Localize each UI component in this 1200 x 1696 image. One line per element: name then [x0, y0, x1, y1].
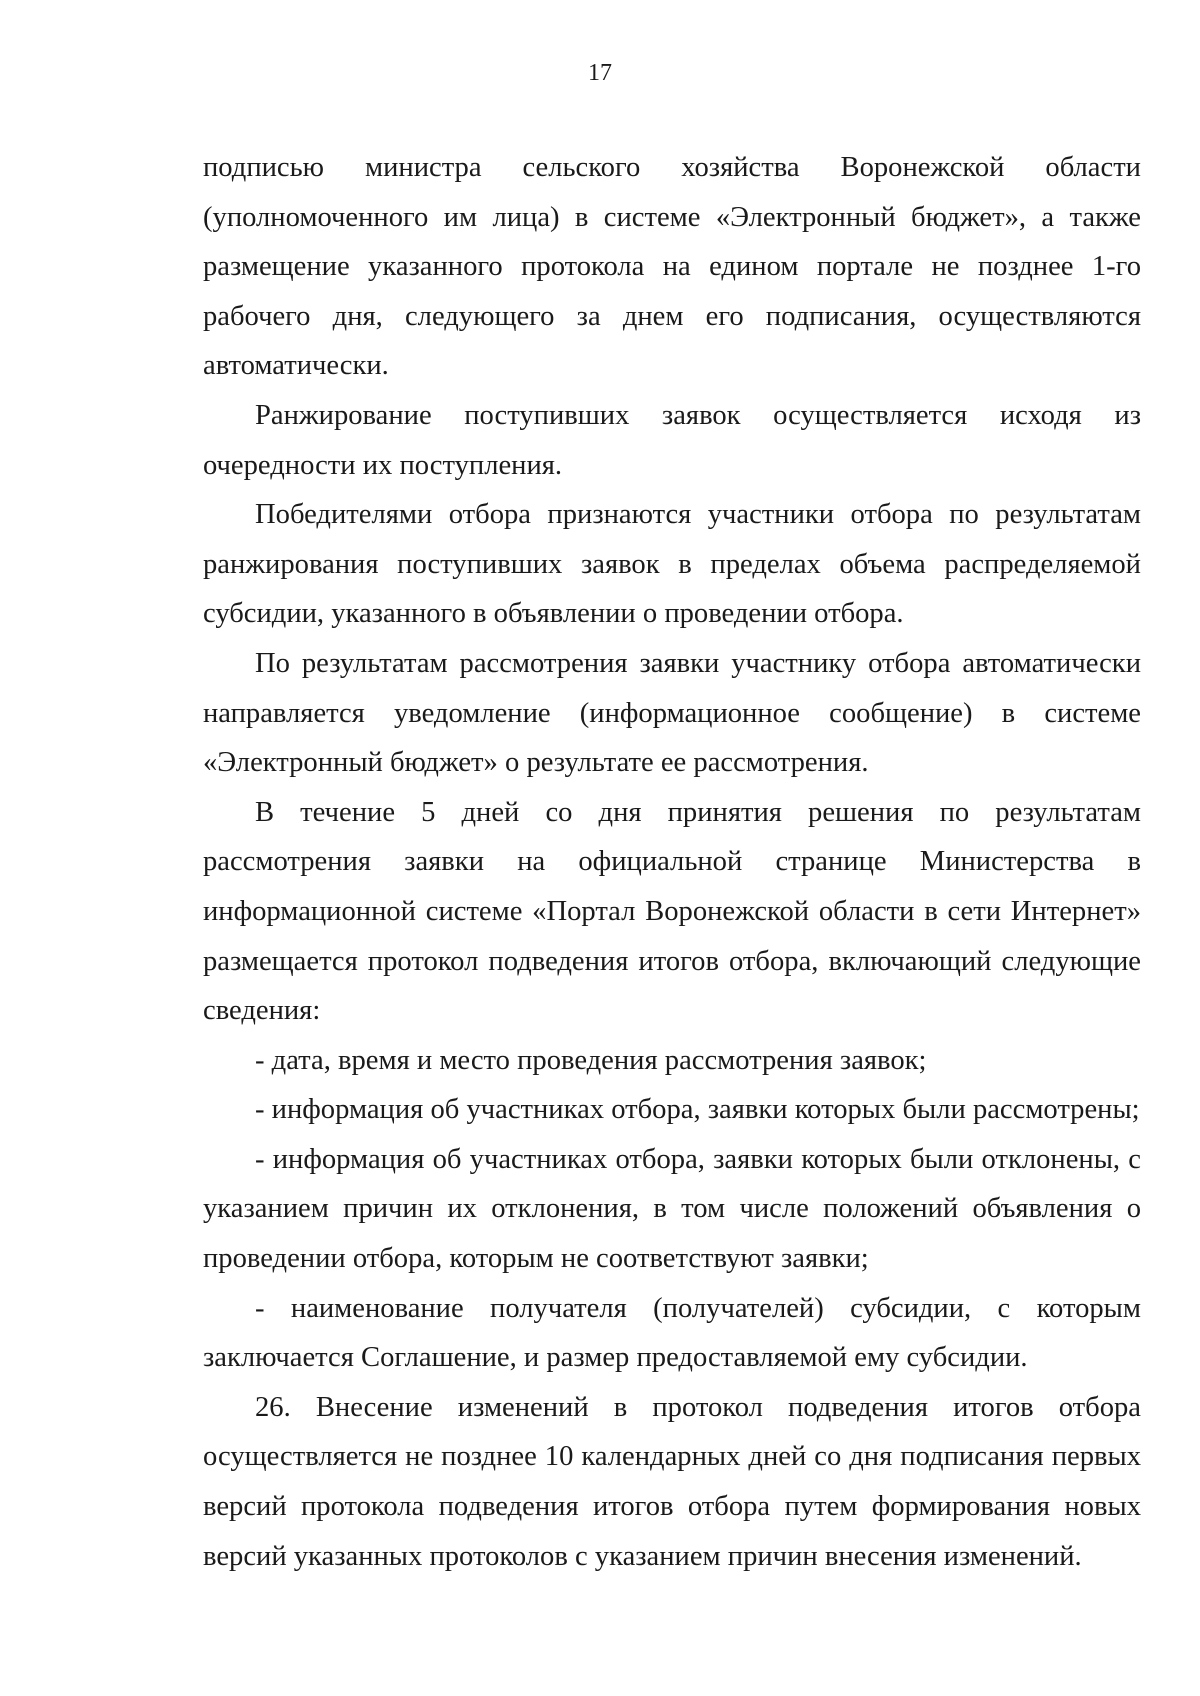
paragraph-notification: По результатам рассмотрения заявки участнику отбора автоматически направляется уведомление (информационное сообщение) в системе «Электронный бюджет» о результате ее рассмотрения. — [203, 647, 1141, 779]
paragraph-26-protocol-changes: 26. Внесение изменений в протокол подведения итогов отбора осуществляется не позднее 10 календарных дней со дня подписания первых версий протокола подведения итогов отбора путем формирования новых версий указанных протоколов с указанием причин внесения изменений. — [203, 1391, 1141, 1572]
list-item-rejected-participants: - информация об участниках отбора, заявки которых были отклонены, с указанием причин их отклонения, в том числе положений объявления о проведении отбора, которым не соответствуют заявки; — [203, 1143, 1141, 1275]
paragraph-signature-continuation: подписью министра сельского хозяйства Воронежской области (уполномоченного им лица) в системе «Электронный бюджет», а также размещение указанного протокола на едином портале не позднее 1-го рабочего дня, следующего за днем его подписания, осуществляются автоматически. — [203, 152, 1141, 382]
paragraph-winners: Победителями отбора признаются участники отбора по результатам ранжирования поступивших заявок в пределах объема распределяемой субсидии, указанного в объявлении о проведении отбора. — [203, 499, 1141, 630]
list-item-date-time-place: - дата, время и место проведения рассмотрения заявок; — [255, 1044, 927, 1076]
list-item-recipient-name: - наименование получателя (получателей) субсидии, с которым заключается Соглашение, и размер предоставляемой ему субсидии. — [203, 1292, 1141, 1374]
paragraph-ranking: Ранжирование поступивших заявок осуществляется исходя из очередности их поступления. — [203, 399, 1141, 481]
paragraph-protocol-publication: В течение 5 дней со дня принятия решения по результатам рассмотрения заявки на официальной странице Министерства в информационной системе «Портал Воронежской области в сети Интернет» размещается протокол подведения итогов отбора, включающий следующие сведения: — [203, 796, 1141, 1027]
list-item-reviewed-participants: - информация об участниках отбора, заявки которых были рассмотрены; — [255, 1094, 1140, 1126]
page-number: 17 — [588, 60, 612, 86]
document-body — [203, 143, 1141, 1581]
